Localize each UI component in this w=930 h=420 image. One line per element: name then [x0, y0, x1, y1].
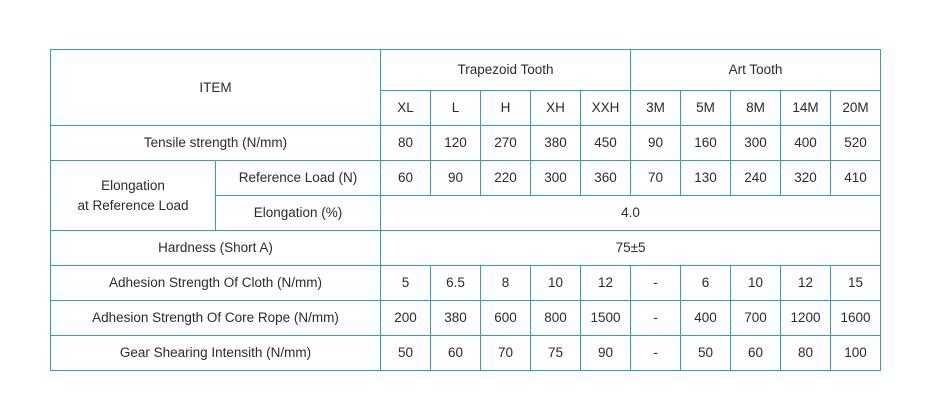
- type-header: XH: [531, 91, 581, 126]
- table-cell: 90: [631, 126, 681, 161]
- row-label: Adhesion Strength Of Core Rope (N/mm): [51, 301, 381, 336]
- table-cell: 60: [731, 336, 781, 371]
- table-cell: 120: [431, 126, 481, 161]
- table-cell: 200: [381, 301, 431, 336]
- table-cell: 600: [481, 301, 531, 336]
- table-cell: 410: [831, 161, 881, 196]
- type-header: 14M: [781, 91, 831, 126]
- table-cell: -: [631, 336, 681, 371]
- table-cell: 60: [381, 161, 431, 196]
- table-cell: 50: [681, 336, 731, 371]
- row-sublabel: Reference Load (N): [216, 161, 381, 196]
- table-cell: 450: [581, 126, 631, 161]
- table-cell: 300: [731, 126, 781, 161]
- type-header: XL: [381, 91, 431, 126]
- trapezoid-tooth-header: Trapezoid Tooth: [381, 50, 631, 91]
- merged-value-cell: 4.0: [381, 196, 881, 231]
- table-cell: -: [631, 301, 681, 336]
- table-row-adhesion-core: [51, 301, 881, 336]
- table-cell: 800: [531, 301, 581, 336]
- table-cell: 130: [681, 161, 731, 196]
- table-cell: 1500: [581, 301, 631, 336]
- table-cell: 8: [481, 266, 531, 301]
- table-cell: 6: [681, 266, 731, 301]
- table-cell: 380: [531, 126, 581, 161]
- row-sublabel: Elongation (%): [216, 196, 381, 231]
- table-cell: 520: [831, 126, 881, 161]
- row-label: Tensile strength (N/mm): [51, 126, 381, 161]
- table-cell: 90: [581, 336, 631, 371]
- art-tooth-header: Art Tooth: [631, 50, 881, 91]
- table-row-reference-load: [51, 161, 881, 196]
- table-cell: 15: [831, 266, 881, 301]
- table-cell: 6.5: [431, 266, 481, 301]
- table-cell: 75: [531, 336, 581, 371]
- type-header: H: [481, 91, 531, 126]
- table-cell: 10: [731, 266, 781, 301]
- type-header: 20M: [831, 91, 881, 126]
- type-header: 8M: [731, 91, 781, 126]
- table-cell: 1600: [831, 301, 881, 336]
- table-cell: 70: [631, 161, 681, 196]
- table-cell: 360: [581, 161, 631, 196]
- table-cell: 60: [431, 336, 481, 371]
- elongation-label-line2: at Reference Load: [77, 197, 189, 213]
- table-cell: 70: [481, 336, 531, 371]
- table-cell: 270: [481, 126, 531, 161]
- row-label: Gear Shearing Intensith (N/mm): [51, 336, 381, 371]
- table-cell: 220: [481, 161, 531, 196]
- type-header: L: [431, 91, 481, 126]
- table-cell: 80: [381, 126, 431, 161]
- table-cell: 320: [781, 161, 831, 196]
- table-cell: 160: [681, 126, 731, 161]
- table-cell: 12: [781, 266, 831, 301]
- elongation-group-label: [51, 161, 216, 231]
- table-cell: 240: [731, 161, 781, 196]
- header-row-groups: [51, 50, 881, 91]
- table-cell: 400: [681, 301, 731, 336]
- table-cell: 10: [531, 266, 581, 301]
- table-cell: 5: [381, 266, 431, 301]
- table-cell: 300: [531, 161, 581, 196]
- table-cell: 50: [381, 336, 431, 371]
- table-cell: 400: [781, 126, 831, 161]
- table-cell: 12: [581, 266, 631, 301]
- row-label: Adhesion Strength Of Cloth (N/mm): [51, 266, 381, 301]
- table-row-gear-shearing: [51, 336, 881, 371]
- table-row-adhesion-cloth: [51, 266, 881, 301]
- table-cell: 380: [431, 301, 481, 336]
- spec-table: [50, 49, 881, 371]
- merged-value-cell: 75±5: [381, 231, 881, 266]
- table-row-tensile: [51, 126, 881, 161]
- table-row-hardness: [51, 231, 881, 266]
- table-cell: 90: [431, 161, 481, 196]
- item-header: ITEM: [51, 50, 381, 126]
- table-cell: 1200: [781, 301, 831, 336]
- table-cell: 80: [781, 336, 831, 371]
- type-header: XXH: [581, 91, 631, 126]
- row-label: Hardness (Short A): [51, 231, 381, 266]
- table-cell: 700: [731, 301, 781, 336]
- type-header: 3M: [631, 91, 681, 126]
- table-cell: 100: [831, 336, 881, 371]
- type-header: 5M: [681, 91, 731, 126]
- elongation-label-line1: Elongation: [101, 177, 165, 193]
- table-cell: -: [631, 266, 681, 301]
